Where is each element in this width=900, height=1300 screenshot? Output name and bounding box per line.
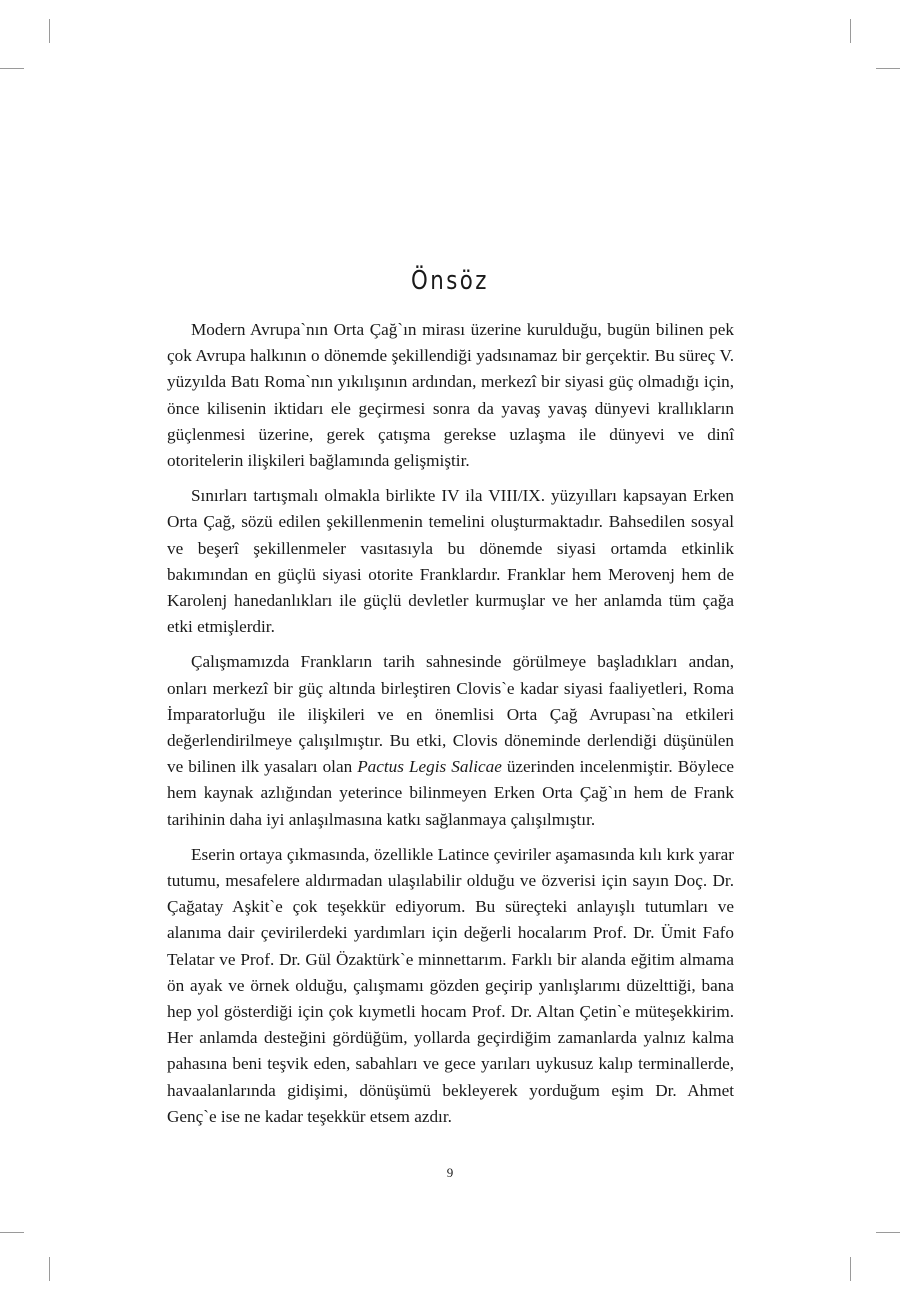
paragraph-3 [167,649,734,832]
body-text [167,317,734,1139]
paragraph-4: Eserin ortaya çıkmasında, özellikle Latince çeviriler aşamasında kılı kırk yarar tutumu, mesafelere aldırmadan ulaşılabilir olduğu ve özverisi için sayın Doç. Dr. Çağatay Aşkit`e çok teşekkür ediyorum. Bu süreçteki anlayışlı tutumları ve alanıma dair çevirilerdeki yardımları için değerli hocalarım Prof. Dr. Ümit Fafo Telatar ve Prof. Dr. Gül Özaktürk`e minnettarım. Farklı bir alanda eğitim almama ön ayak ve örnek olduğu, çalışmamı gözden geçirip yanlışlarımı düzelttiği, bana hep yol gösterdiği için çok kıymetli hocam Prof. Dr. Altan Çetin`e müteşekkirim. Her anlamda desteğini gördüğüm, yollarda geçirdiğim zamanlarda yalnız kalma pahasına beni teşvik eden, sabahları ve gece yarıları uykusuz kalıp terminallerde, havaalanlarında gidişimi, dönüşümü bekleyerek yorduğum eşim Dr. Ahmet Genç`e ise ne kadar teşekkür etsem azdır. [167,844,734,1126]
book-title-italic: Pactus Legis Salicae [357,757,502,777]
paragraph-3-text-before: Çalışmamızda Frankların tarih sahnesinde görülmeye başladıkları andan, onları merkezî bir güç altında birleştiren Clovis`e kadar siyasi faaliyetleri, Roma İmparatorluğu ile ilişkileri ve en önemlisi Orta Çağ Avrupası`na etkileri değerlendirilmeye çalışılmıştır. Bu etki, Clovis döneminde derlendiği düşünülen ve bilinen ilk yasaları olan [167,652,734,777]
crop-mark-bottom-right-horizontal [876,1232,900,1233]
crop-mark-top-right-vertical [850,19,851,43]
page-title: Önsöz [411,266,489,296]
crop-mark-top-left-vertical [49,19,50,43]
crop-mark-top-left-horizontal [0,68,24,69]
crop-mark-bottom-left-horizontal [0,1232,24,1233]
paragraph-1: Modern Avrupa`nın Orta Çağ`ın mirası üzerine kurulduğu, bugün bilinen pek çok Avrupa halkının o dönemde şekillendiği yadsınamaz bir gerçektir. Bu süreç V. yüzyılda Batı Roma`nın yıkılışının ardından, merkezî bir siyasi güç olmadığı için, önce kilisenin iktidarı ele geçirmesi sonra da yavaş yavaş dünyevi krallıkların güçlenmesi üzerine, gerek çatışma gerekse uzlaşma ile dünyevi ve dinî otoritelerin ilişkileri bağlamında gelişmiştir. [167,320,734,471]
crop-mark-bottom-right-vertical [850,1257,851,1281]
crop-mark-top-right-horizontal [876,68,900,69]
paragraph-2: Sınırları tartışmalı olmakla birlikte IV ila VIII/IX. yüzyılları kapsayan Erken Orta Çağ, sözü edilen şekillenmenin temelini oluşturmaktadır. Bahsedilen sosyal ve beşerî şekillenmeler vasıtasıyla bu dönemde siyasi ortamda etkinlik bakımından en güçlü siyasi otorite Franklardır. Franklar hem Merovenj hem de Karolenj hanedanlıkları ile güçlü devletler kurmuşlar ve her anlamda tüm çağa etki etmişlerdir. [167,486,734,637]
page-number: 9 [446,1165,454,1180]
paragraph-3-text-after: üzerinden incelenmiştir. Böylece hem kaynak azlığından yeterince bilinmeyen Erken Orta Çağ`ın hem de Frank tarihinin daha iyi anlaşılmasına katkı sağlanmaya çalışılmıştır. [167,757,735,829]
crop-mark-bottom-left-vertical [49,1257,50,1281]
